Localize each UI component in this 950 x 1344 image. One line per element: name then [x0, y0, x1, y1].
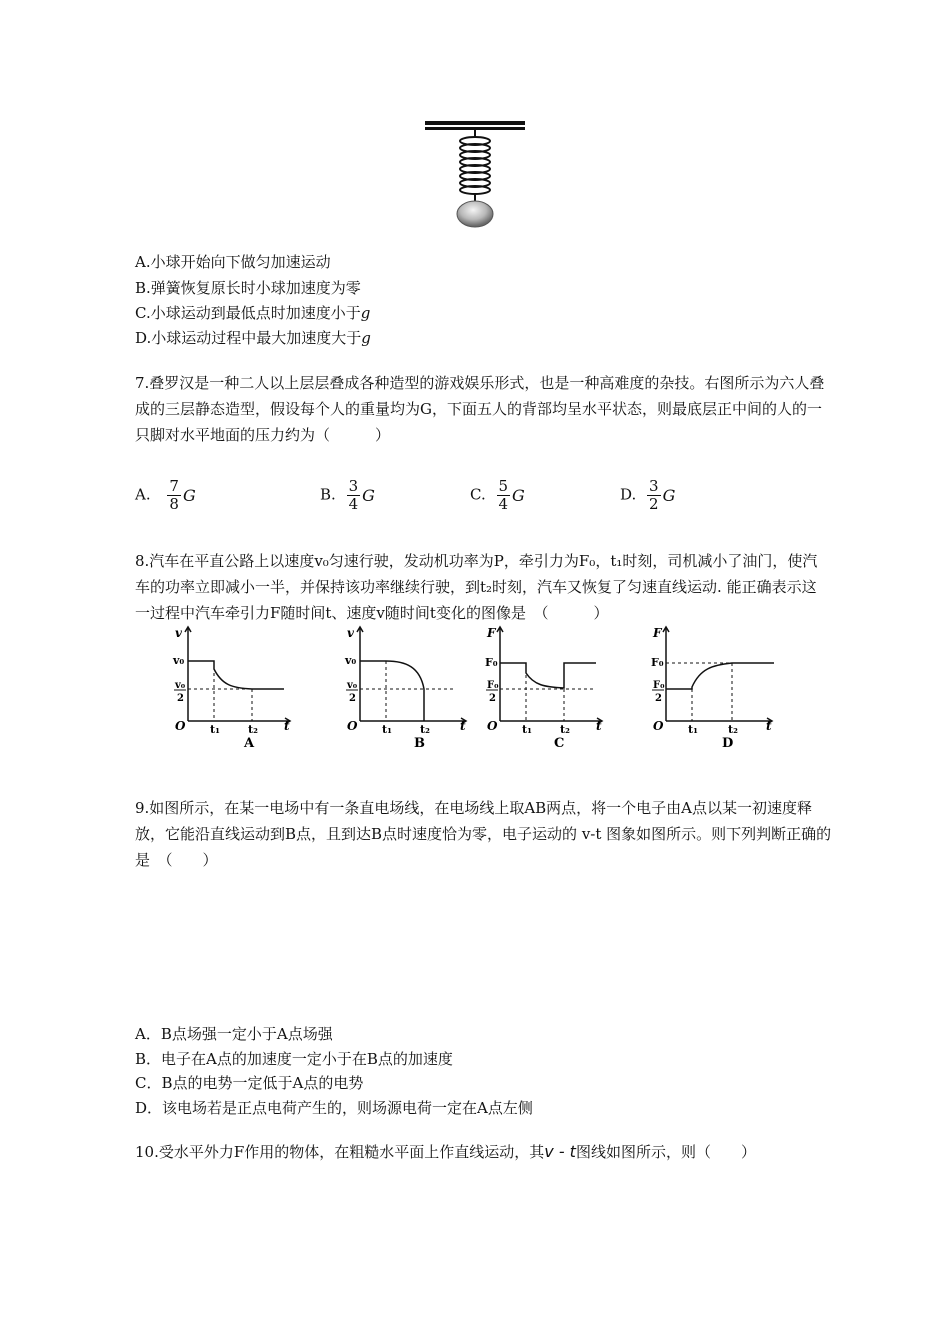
t1-label: t₁: [210, 723, 220, 736]
t-axis-label: t: [284, 719, 290, 733]
q6-option-c: C.小球运动到最低点时加速度小于g: [135, 304, 371, 322]
top-level-label: v₀: [173, 654, 185, 667]
q6-option-b: B.弹簧恢复原长时小球加速度为零: [135, 279, 361, 297]
q10-stem: 10.受水平外力F作用的物体，在粗糙水平面上作直线运动，其v - t图线如图所示，则（ ）: [135, 1142, 756, 1161]
half-num: v₀: [175, 680, 186, 691]
graph-label: B: [414, 736, 425, 751]
origin-label: O: [175, 719, 186, 733]
origin-label: O: [653, 719, 664, 733]
q8-graph-b: [344, 623, 474, 753]
y-axis-label: v: [175, 626, 182, 640]
t2-label: t₂: [248, 723, 258, 736]
half-den: 2: [489, 693, 496, 704]
half-den: 2: [177, 693, 184, 704]
graph-label: C: [554, 736, 565, 751]
q6-option-a: A.小球开始向下做匀加速运动: [135, 253, 331, 271]
q9-option-c: C．B点的电势一定低于A点的电势: [135, 1074, 364, 1092]
origin-label: O: [487, 719, 498, 733]
q7-option-c: C. $\frac{5}{4}$ G: [470, 477, 525, 513]
t-axis-label: t: [766, 719, 772, 733]
q8-graph-a: [172, 623, 302, 753]
q7-option-a: A. $\frac{7}{8}$ G: [135, 477, 196, 513]
g-symbol: g: [361, 329, 371, 347]
spring-ball-figure: [415, 115, 535, 235]
t2-label: t₂: [420, 723, 430, 736]
half-den: 2: [655, 693, 662, 704]
origin-label: O: [347, 719, 358, 733]
t-axis-label: t: [596, 719, 602, 733]
top-level-label: F₀: [651, 656, 664, 669]
half-num: F₀: [653, 680, 665, 691]
q9-option-d: D．该电场若是正点电荷产生的，则场源电荷一定在A点左侧: [135, 1099, 533, 1117]
q8-stem: 8.汽车在平直公路上以速度v₀匀速行驶，发动机功率为P，牵引力为F₀，t₁时刻，司机减小了油门，使汽车的功率立即减小一半，并保持该功率继续行驶，到t₂时刻，汽车又恢复了匀速直线运动. 能正确表示这一过程中汽车牵引力F随时间t、速度v随时间t变化的图像是 （ ）: [135, 552, 818, 622]
graph-label: A: [244, 736, 255, 751]
t2-label: t₂: [728, 723, 738, 736]
q9-option-a: A．B点场强一定小于A点场强: [135, 1025, 333, 1043]
vt-symbol: v - t: [544, 1142, 576, 1161]
half-den: 2: [349, 693, 356, 704]
q8-graph-c: [484, 623, 614, 753]
q9-option-b: B．电子在A点的加速度一定小于在B点的加速度: [135, 1050, 453, 1068]
t2-label: t₂: [560, 723, 570, 736]
t1-label: t₁: [688, 723, 698, 736]
graph-label: D: [722, 736, 734, 751]
y-axis-label: v: [347, 626, 354, 640]
t1-label: t₁: [382, 723, 392, 736]
y-axis-label: F: [653, 626, 662, 640]
q7-option-b: B. $\frac{3}{4}$ G: [320, 477, 375, 513]
t1-label: t₁: [522, 723, 532, 736]
y-axis-label: F: [487, 626, 496, 640]
g-symbol: g: [360, 304, 371, 322]
t-axis-label: t: [460, 719, 466, 733]
q6-option-d: D.小球运动过程中最大加速度大于g: [135, 329, 371, 347]
top-level-label: v₀: [345, 654, 357, 667]
top-level-label: F₀: [485, 656, 498, 669]
half-num: F₀: [487, 680, 499, 691]
q7-stem: 7.叠罗汉是一种二人以上层层叠成各种造型的游戏娱乐形式，也是一种高难度的杂技。右图所示为六人叠成的三层静态造型，假设每个人的重量均为G，下面五人的背部均呈水平状态，则最底层正中间的人的一只脚对水平地面的压力约为（ ）: [135, 374, 825, 444]
q8-graph-d: [650, 623, 780, 753]
q7-option-d: D. $\frac{3}{2}$ G: [620, 477, 676, 513]
half-num: v₀: [347, 680, 358, 691]
q9-stem: 9.如图所示，在某一电场中有一条直电场线，在电场线上取AB两点，将一个电子由A点以某一初速度释放，它能沿直线运动到B点，且到达B点时速度恰为零，电子运动的 v-t 图象如图所示。则下列判断正确的是 （ ）: [135, 799, 832, 869]
